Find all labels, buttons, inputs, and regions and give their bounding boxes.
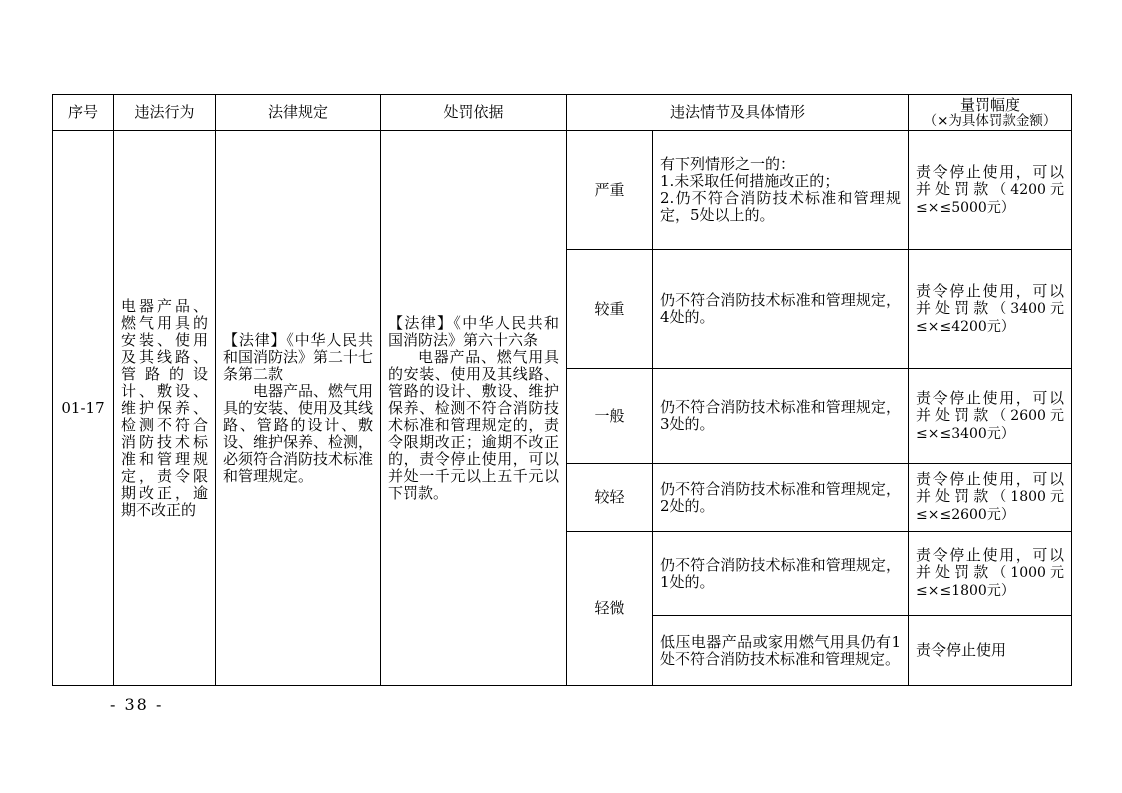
situation-cell [653,532,909,616]
level-label: 较重 [567,250,653,369]
page-number: - 38 - [110,695,164,714]
header-basis: 处罚依据 [381,95,567,131]
penalty-table [52,94,1072,686]
level-label: 严重 [567,131,653,250]
penalty-range: （2600元≤×≤3400元） [916,407,1064,442]
situation-line: 仍不符合消防技术标准和管理规定，1处的。 [660,555,902,591]
level-label: 轻微 [567,532,653,686]
situation-cell [653,464,909,532]
situation-line: 仍不符合消防技术标准和管理规定，3处的。 [660,398,902,433]
situation-line: 有下列情形之一的： [660,155,796,173]
header-act: 违法行为 [114,95,216,131]
level-label: 较轻 [567,464,653,532]
situation-cell [653,616,909,686]
penalty-cell [909,464,1072,532]
header-situation: 违法情节及具体情形 [567,95,909,131]
table-row [53,131,1072,250]
row-law-body: 电器产品、燃气用具的安装、使用及其线路、管路的设计、敷设、维护保养、检测，必须符合消防技术标准和管理规定。 [223,381,374,485]
situation-cell [653,250,909,369]
penalty-text: 责令停止使用，可以并处罚款 [916,281,1065,317]
row-basis [381,131,567,686]
situation-cell [653,369,909,464]
header-range-title: 量罚幅度 [960,95,1021,114]
situation-line: 低压电器产品或家用燃气用具仍有1处不符合消防技术标准和管理规定。 [660,632,902,668]
penalty-cell [909,250,1072,369]
table-header-row [53,95,1072,131]
row-law-title: 【法律】《中华人民共和国消防法》第二十七条第二款 [223,330,374,383]
header-range-subtitle: （×为具体罚款金额） [923,112,1057,129]
situation-line: 1.未采取任何措施改正的； [660,172,840,190]
level-label: 一般 [567,369,653,464]
penalty-text: 责令停止使用，可以并处罚款 [916,388,1065,424]
penalty-cell [909,131,1072,250]
situation-line: 仍不符合消防技术标准和管理规定，2处的。 [660,479,902,515]
header-seq: 序号 [53,95,114,131]
row-basis-title: 【法律】《中华人民共和国消防法》第六十六条 [388,313,559,349]
situation-cell [653,131,909,250]
penalty-cell [909,369,1072,464]
situation-line: 2.仍不符合消防技术标准和管理规定，5处以上的。 [660,189,902,224]
row-act: 电器产品、燃气用具的安装、使用及其线路、管路的设计、敷设、维护保养、检测不符合消防技术标准和管理规定，责令限期改正，逾期不改正的 [114,131,216,686]
penalty-cell [909,532,1072,616]
penalty-text: 责令停止使用 [916,641,1007,659]
penalty-range: （1800元≤×≤2600元） [916,489,1064,523]
penalty-text: 责令停止使用，可以并处罚款 [916,162,1065,198]
row-seq: 01-17 [53,131,114,686]
header-range [909,95,1072,131]
penalty-range: （4200元≤×≤5000元） [916,181,1064,216]
penalty-cell [909,616,1072,686]
situation-line: 仍不符合消防技术标准和管理规定，4处的。 [660,291,902,326]
row-law [216,131,381,686]
penalty-range: （1000元≤×≤1800元） [916,565,1064,599]
header-law: 法律规定 [216,95,381,131]
penalty-range: （3400元≤×≤4200元） [916,300,1064,335]
row-basis-body: 电器产品、燃气用具的安装、使用及其线路、管路的设计、敷设、维护保养、检测不符合消防技术标准和管理规定的，责令限期改正；逾期不改正的，责令停止使用，可以并处一千元以上五千元以下罚款。 [388,347,559,502]
penalty-text: 责令停止使用，可以并处罚款 [916,470,1065,505]
penalty-text: 责令停止使用，可以并处罚款 [916,546,1065,581]
